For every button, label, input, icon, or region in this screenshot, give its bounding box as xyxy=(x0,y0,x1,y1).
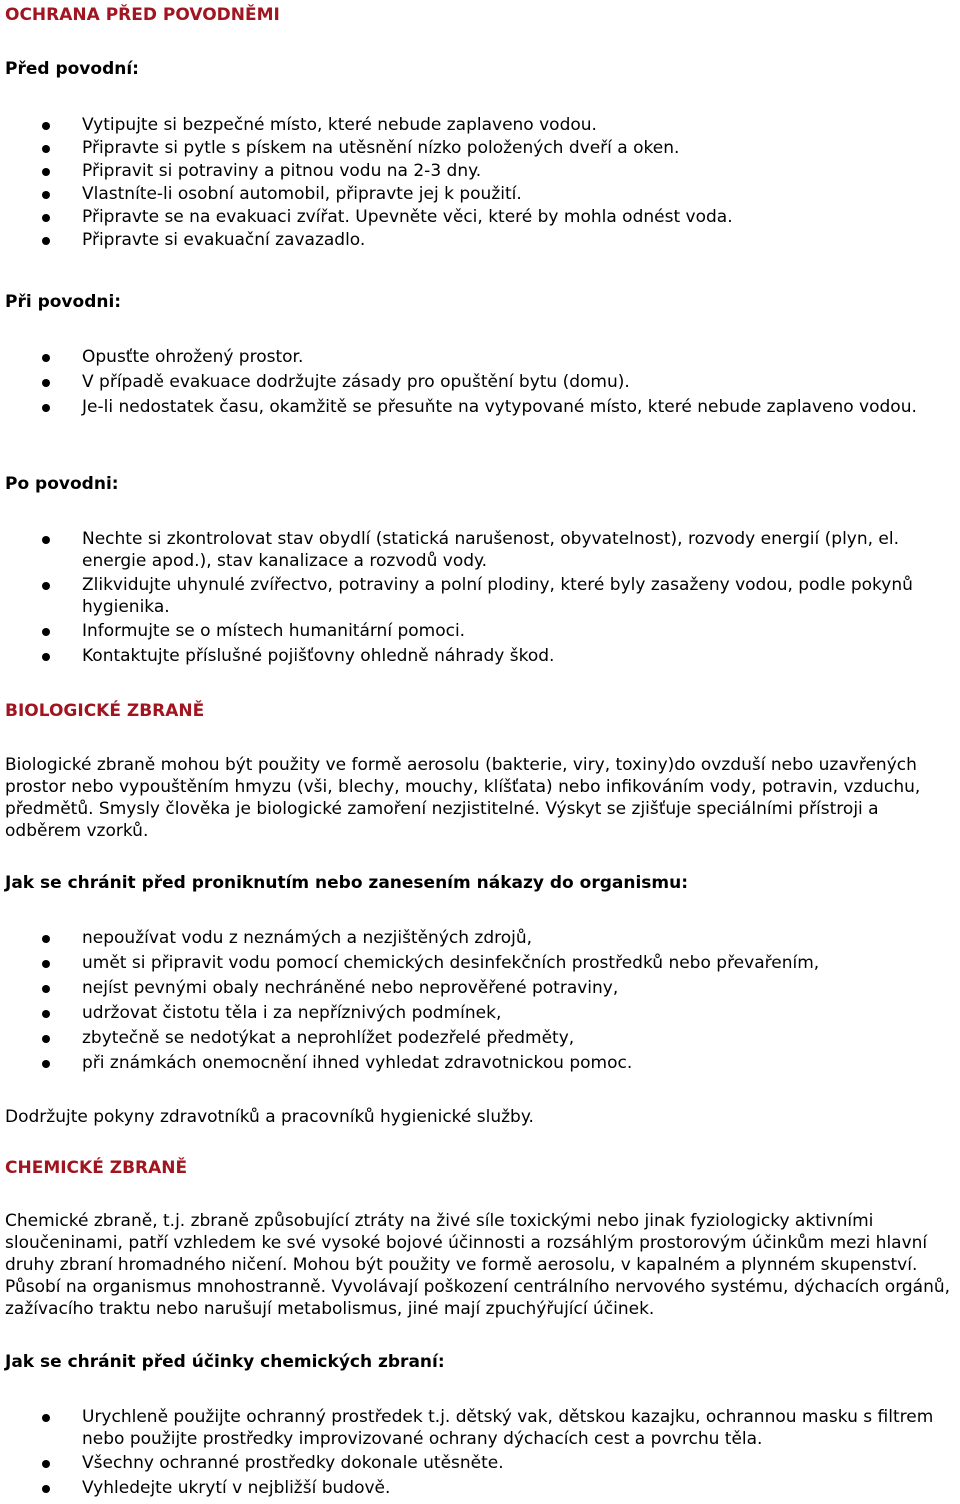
list-item: Vytipujte si bezpečné místo, které nebude zaplaveno vodou. xyxy=(0,114,942,137)
bullet-icon xyxy=(42,1060,50,1068)
bullet-icon xyxy=(42,404,50,412)
list-item: nejíst pevnými obaly nechráněné nebo neprověřené potraviny, xyxy=(0,976,942,1001)
list-item: Informujte se o místech humanitární pomoci. xyxy=(0,620,942,643)
list-item: Nechte si zkontrolovat stav obydlí (statická narušenost, obyvatelnost), rozvody energií (plyn, el. energie apod.), stav kanalizace a rozvodů vody. xyxy=(0,528,942,572)
during-flood-list xyxy=(0,346,942,418)
bullet-icon xyxy=(42,536,50,544)
list-item: Vlastníte-li osobní automobil, připravte jej k použití. xyxy=(0,183,942,206)
list-item: Připravte si evakuační zavazadlo. xyxy=(0,229,942,252)
list-item: Připravte se na evakuaci zvířat. Upevněte věci, které by mohla odnést voda. xyxy=(0,206,942,229)
bullet-icon xyxy=(42,122,50,130)
during-flood-heading: Při povodni: xyxy=(5,292,122,312)
chem-title: CHEMICKÉ ZBRANĚ xyxy=(5,1158,188,1178)
bullet-icon xyxy=(42,628,50,636)
list-item: nepoužívat vodu z neznámých a nezjištěných zdrojů, xyxy=(0,926,942,951)
chem-intro: Chemické zbraně, t.j. zbraně způsobující ztráty na živé síle toxickými nebo jinak fyziologicky aktivními sloučeninami, patří vzhledem ke své vysoké bojové účinnosti a rozsáhlým prostorovým účinkům mezi hlavní druhy zbraní hromadného ničení. Mohou být použity ve formě aerosolu, v kapalném a plynném skupenství. Působí na organismus mnohostranně. Vyvolávají poškození centrálního nervového systému, dýchacích orgánů, zažívacího traktu nebo narušují metabolismus, jiné mají zpuchýřující účinek. xyxy=(5,1211,951,1319)
list-item: Vyhledejte ukrytí v nejbližší budově. xyxy=(0,1477,942,1500)
bullet-icon xyxy=(42,214,50,222)
list-item: Všechny ochranné prostředky dokonale utěsněte. xyxy=(0,1452,942,1475)
before-flood-heading: Před povodní: xyxy=(5,59,139,79)
list-item: zbytečně se nedotýkat a neprohlížet podezřelé předměty, xyxy=(0,1026,942,1051)
bullet-icon xyxy=(42,379,50,387)
list-item: V případě evakuace dodržujte zásady pro opuštění bytu (domu). xyxy=(0,371,942,394)
bullet-icon xyxy=(42,653,50,661)
list-item: při známkách onemocnění ihned vyhledat zdravotnickou pomoc. xyxy=(0,1051,942,1076)
chem-protect-list xyxy=(0,1406,942,1500)
bio-outro: Dodržujte pokyny zdravotníků a pracovníků hygienické služby. xyxy=(5,1107,534,1127)
before-flood-list xyxy=(0,114,942,252)
bullet-icon xyxy=(42,960,50,968)
bullet-icon xyxy=(42,1010,50,1018)
bullet-icon xyxy=(42,145,50,153)
list-item: Zlikvidujte uhynulé zvířectvo, potraviny a polní plodiny, které byly zasaženy vodou, podle pokynů hygienika. xyxy=(0,574,942,618)
bio-title: BIOLOGICKÉ ZBRANĚ xyxy=(5,701,205,721)
bullet-icon xyxy=(42,237,50,245)
list-item: Kontaktujte příslušné pojišťovny ohledně náhrady škod. xyxy=(0,645,942,668)
bullet-icon xyxy=(42,168,50,176)
list-item: Opusťte ohrožený prostor. xyxy=(0,346,942,369)
list-item: Urychleně použijte ochranný prostředek t.j. dětský vak, dětskou kazajku, ochrannou masku s filtrem nebo použijte prostředky improvizované ochrany dýchacích cest a povrchu těla. xyxy=(0,1406,942,1450)
list-item: umět si připravit vodu pomocí chemických desinfekčních prostředků nebo převařením, xyxy=(0,951,942,976)
bio-protect-list xyxy=(0,926,942,1076)
bullet-icon xyxy=(42,1485,50,1493)
bullet-icon xyxy=(42,191,50,199)
list-item: Připravit si potraviny a pitnou vodu na 2-3 dny. xyxy=(0,160,942,183)
bullet-icon xyxy=(42,1460,50,1468)
bullet-icon xyxy=(42,1414,50,1422)
list-item: udržovat čistotu těla i za nepříznivých podmínek, xyxy=(0,1001,942,1026)
bullet-icon xyxy=(42,582,50,590)
bio-intro: Biologické zbraně mohou být použity ve formě aerosolu (bakterie, viry, toxiny)do ovzduší nebo uzavřených prostor nebo vypouštěním hmyzu (vši, blechy, mouchy, klíšťata) nebo infikováním vody, potravin, vzduchu, předmětů. Smysly člověka je biologické zamoření nezjistitelné. Výskyt se zjišťuje speciálními přístroji a odběrem vzorků. xyxy=(5,755,921,841)
bullet-icon xyxy=(42,985,50,993)
list-item: Je-li nedostatek času, okamžitě se přesuňte na vytypované místo, které nebude zaplaveno vodou. xyxy=(0,396,942,418)
bio-protect-heading: Jak se chránit před proniknutím nebo zanesením nákazy do organismu: xyxy=(5,873,689,893)
flood-title: OCHRANA PŘED POVODNĚMI xyxy=(5,5,280,25)
bullet-icon xyxy=(42,1035,50,1043)
bullet-icon xyxy=(42,354,50,362)
list-item: Připravte si pytle s pískem na utěsnění nízko položených dveří a oken. xyxy=(0,137,942,160)
chem-protect-heading: Jak se chránit před účinky chemických zbraní: xyxy=(5,1352,445,1372)
after-flood-heading: Po povodni: xyxy=(5,474,119,494)
bullet-icon xyxy=(42,935,50,943)
after-flood-list xyxy=(0,528,942,668)
